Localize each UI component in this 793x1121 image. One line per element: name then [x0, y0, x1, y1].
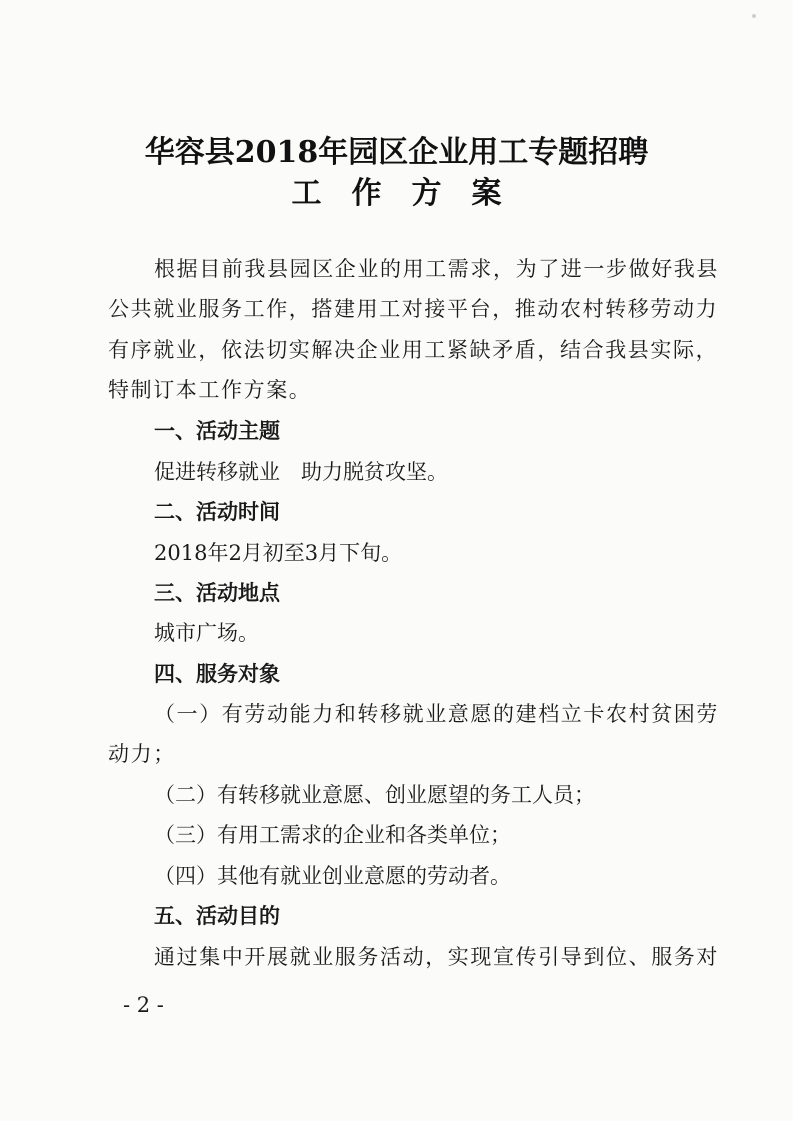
document-title-line-1: 华容县2018年园区企业用工专题招聘 [144, 135, 649, 170]
target-item-4: （四）其他有就业创业意愿的劳动者。 [154, 864, 511, 888]
target-item-1-continued: 动力； [108, 742, 176, 766]
section-heading-place: 三、活动地点 [154, 580, 280, 605]
section-heading-time: 二、活动时间 [154, 499, 280, 524]
section-text-time: 2018年2月初至3月下旬。 [154, 541, 403, 565]
intro-paragraph-line-3: 有序就业，依法切实解决企业用工紧缺矛盾，结合我县实际， [108, 338, 719, 362]
target-item-3: （三）有用工需求的企业和各类单位； [154, 823, 511, 847]
section-heading-theme: 一、活动主题 [154, 418, 280, 443]
target-item-2: （二）有转移就业意愿、创业愿望的务工人员； [154, 783, 595, 807]
intro-paragraph-line-4: 特制订本工作方案。 [108, 378, 312, 402]
target-item-1: （一）有劳动能力和转移就业意愿的建档立卡农村贫困劳 [154, 702, 719, 726]
scan-speck [752, 14, 756, 18]
section-heading-target: 四、服务对象 [154, 661, 280, 686]
intro-paragraph-line-2: 公共就业服务工作，搭建用工对接平台，推动农村转移劳动力 [108, 297, 719, 321]
page-number: - 2 - [123, 993, 164, 1017]
section-text-theme: 促进转移就业 助力脱贫攻坚。 [154, 460, 448, 484]
section-heading-purpose: 五、活动目的 [154, 903, 280, 928]
section-text-place: 城市广场。 [154, 621, 259, 645]
document-title-line-2: 工作方案 [291, 176, 532, 211]
section-text-purpose: 通过集中开展就业服务活动，实现宣传引导到位、服务对 [154, 945, 719, 969]
intro-paragraph-line-1: 根据目前我县园区企业的用工需求，为了进一步做好我县 [154, 257, 719, 281]
